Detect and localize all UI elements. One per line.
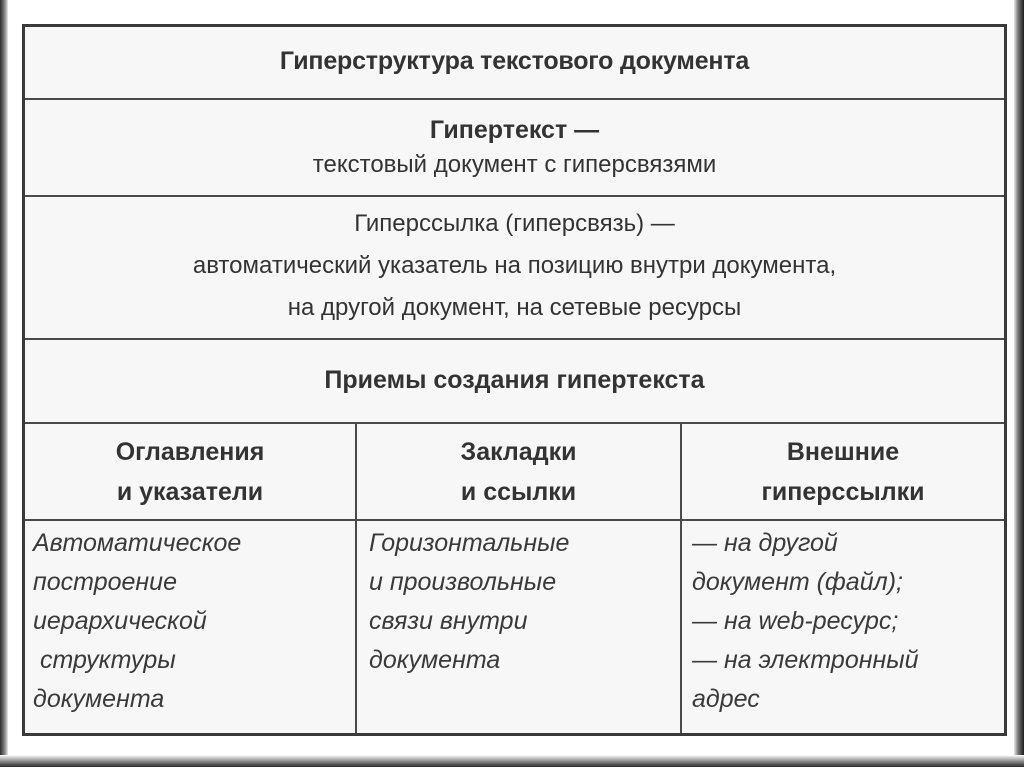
hyperlink-definition-line: автоматический указатель на позицию внутри документа,: [192, 252, 837, 279]
methods-header-row: [25, 424, 1004, 521]
column-header-contents: [25, 424, 357, 519]
column-header-bookmarks: [357, 424, 682, 519]
hypertext-definition-row: [25, 100, 1004, 197]
hyperstructure-table: [22, 24, 1007, 736]
hypertext-definition: текстовый документ с гиперсвязями: [312, 151, 717, 178]
description-line: иерархической: [33, 607, 207, 635]
methods-title-row: [25, 340, 1004, 424]
description-line: и произвольные: [369, 568, 557, 596]
column-description-external-links: [682, 521, 1004, 733]
methods-description-row: [25, 521, 1004, 733]
description-line: структуры: [33, 646, 176, 674]
column-header-line: Внешние: [786, 438, 900, 466]
description-line: Горизонтальные: [369, 529, 570, 557]
column-header-line: гиперссылки: [761, 478, 925, 506]
table-title: Гиперструктура текстового документа: [279, 47, 750, 75]
description-line: адрес: [692, 685, 760, 713]
column-description-bookmarks: [357, 521, 682, 733]
description-line: документ (файл);: [692, 568, 903, 596]
hyperlink-definition-row: [25, 197, 1004, 340]
description-line: построение: [33, 568, 177, 596]
methods-title: Приемы создания гипертекста: [324, 366, 705, 394]
column-description-contents: [25, 521, 357, 733]
description-line: — на электронный: [692, 646, 919, 674]
left-edge-shadow: [0, 0, 8, 767]
description-line: связи внутри: [369, 607, 528, 635]
right-edge-shadow: [1014, 0, 1024, 767]
table-title-row: [25, 27, 1004, 100]
description-line: — на другой: [692, 529, 838, 557]
column-header-line: и ссылки: [460, 478, 577, 506]
column-header-external-links: [682, 424, 1004, 519]
description-line: — на web-ресурс;: [692, 607, 899, 635]
hyperlink-definition-line: на другой документ, на сетевые ресурсы: [287, 294, 742, 321]
description-line: Автоматическое: [33, 529, 242, 557]
hypertext-term: Гипертекст —: [429, 116, 600, 144]
column-header-line: Оглавления: [115, 438, 265, 466]
column-header-line: Закладки: [460, 438, 577, 466]
hyperlink-term: Гиперссылка (гиперсвязь) —: [354, 210, 675, 237]
description-line: документа: [369, 646, 501, 674]
description-line: документа: [33, 685, 165, 713]
column-header-line: и указатели: [116, 478, 264, 506]
bottom-edge-shadow: [0, 755, 1024, 767]
